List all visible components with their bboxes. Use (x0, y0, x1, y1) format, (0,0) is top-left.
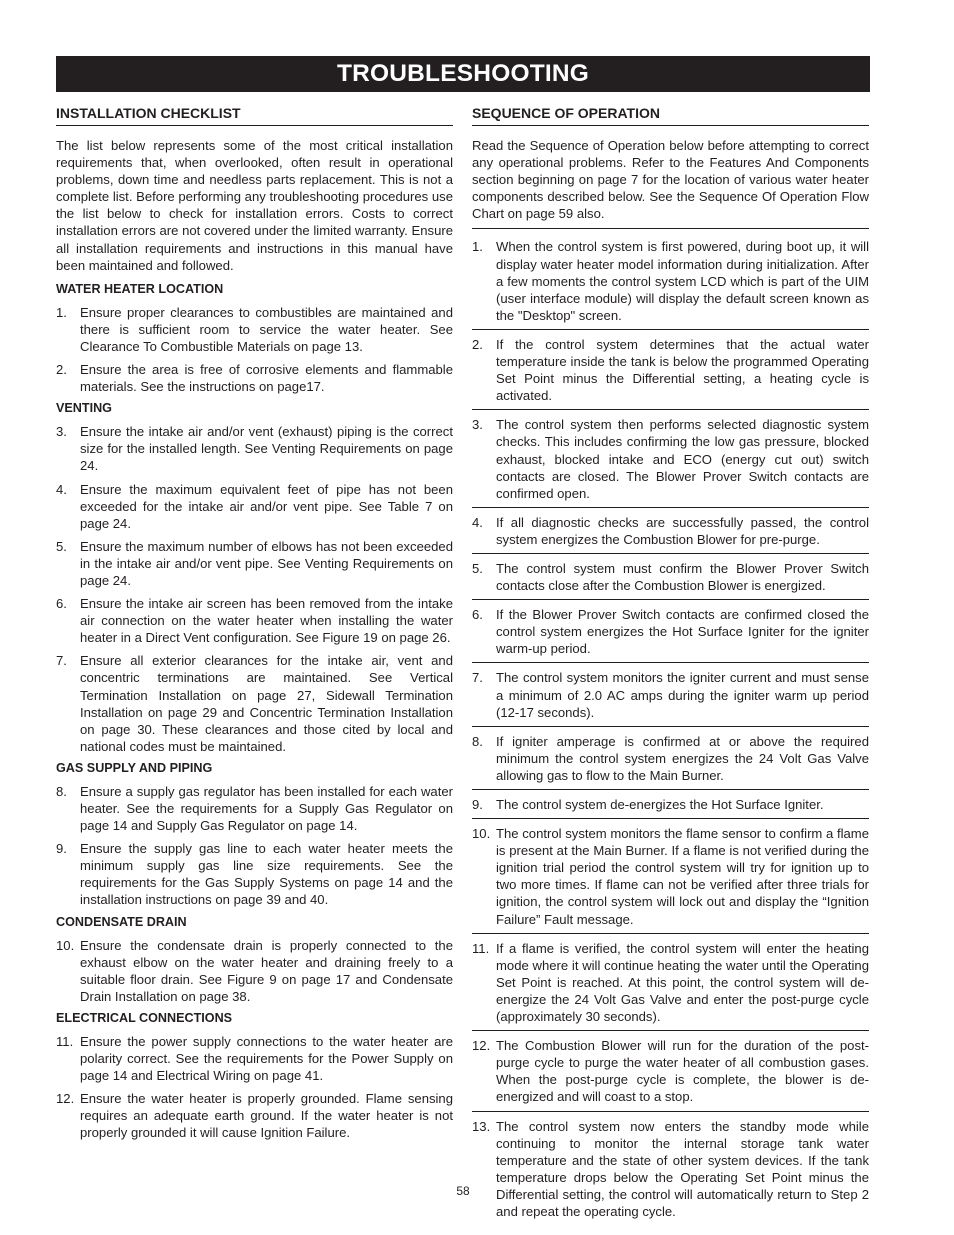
sequence-of-operation-heading: SEQUENCE OF OPERATION (472, 105, 869, 126)
list-item (56, 783, 453, 834)
list-item (472, 733, 869, 790)
item-text: The control system de-energizes the Hot Surface Igniter. (496, 797, 824, 812)
list-item (472, 336, 869, 410)
list-item (56, 840, 453, 908)
item-number: 8. (56, 783, 67, 799)
list-item (472, 940, 869, 1031)
item-number: 9. (472, 797, 483, 812)
list-item (56, 361, 453, 395)
sequence-of-operation-intro: Read the Sequence of Operation below before attempting to correct any operational problems. Refer to the Features And Components section beginning on page 7 for the location of various water heater components described below. See the Sequence Of Operation Flow Chart on page 59 also. (472, 137, 869, 229)
item-number: 1. (56, 304, 67, 320)
item-text: If the Blower Prover Switch contacts are confirmed closed the control system energizes the Hot Surface Igniter for the igniter warm-up period. (496, 607, 869, 657)
checklist-sections (56, 282, 453, 1142)
item-text: The Combustion Blower will run for the duration of the post-purge cycle to purge the water heater of all combustion gases. When the post-purge cycle is complete, the blower is de-energized and will coast to a stop. (496, 1038, 869, 1105)
installation-checklist-heading: INSTALLATION CHECKLIST (56, 105, 453, 126)
list-item (472, 1037, 869, 1111)
installation-checklist-column (56, 105, 453, 1148)
item-number: 3. (56, 424, 67, 440)
list-item (56, 481, 453, 532)
item-text: Ensure the intake air and/or vent (exhaust) piping is the correct size for the installed length. See Venting Requirements on page 24. (80, 424, 453, 474)
item-number: 3. (472, 417, 483, 433)
item-text: Ensure the maximum equivalent feet of pipe has not been exceeded for the intake air and/or vent pipe. See Table 7 on page 24. (80, 481, 453, 531)
item-number: 9. (56, 841, 67, 857)
item-number: 6. (472, 607, 483, 623)
list-item (56, 595, 453, 646)
subsection-heading: WATER HEATER LOCATION (56, 281, 224, 296)
list-item (56, 1090, 453, 1141)
item-number: 12. (472, 1038, 491, 1054)
item-number: 4. (56, 481, 67, 497)
installation-checklist-intro: The list below represents some of the most critical installation requirements that, when overlooked, often result in operational problems, down time and needless parts replacement. This is not a complete list. Before performing any troubleshooting procedures use the list below to check for installation errors. Costs to correct installation errors are not covered under the limited warranty. Ensure all installation requirements and instructions in this manual have been maintained and followed. (56, 138, 453, 273)
item-text: Ensure the area is free of corrosive elements and flammable materials. See the instructions on page17. (80, 362, 453, 395)
list-item (472, 796, 869, 819)
item-number: 7. (472, 670, 483, 686)
item-text: Ensure a supply gas regulator has been installed for each water heater. See the requirements for a Supply Gas Regulator on page 14 and Supply Gas Regulator on page 14. (80, 783, 453, 834)
item-text: Ensure all exterior clearances for the intake air, vent and concentric terminations are maintained. See Vertical Termination Installation on page 27, Sidewall Termination Installation on page 29 and Concentric Termination Installation on page 30. These clearances and those cited by local and national codes must be maintained. (80, 653, 453, 754)
subsection-heading: GAS SUPPLY AND PIPING (56, 760, 213, 775)
item-text: When the control system is first powered, during boot up, it will display water heater model information during initialization. After a few moments the control system LCD which is part of the UIM (user interface module) will display the default screen known as the "Desktop" screen. (496, 239, 869, 323)
subsection-heading: ELECTRICAL CONNECTIONS (56, 1010, 233, 1025)
item-text: If all diagnostic checks are successfully passed, the control system energizes the Combustion Blower for pre-purge. (496, 514, 869, 547)
sequence-steps (472, 238, 869, 1225)
item-number: 4. (472, 514, 483, 530)
item-number: 5. (56, 538, 67, 554)
item-number: 12. (56, 1091, 75, 1107)
item-number: 10. (472, 826, 491, 842)
item-text: The control system must confirm the Blower Prover Switch contacts close after the Combustion Blower is energized. (496, 560, 869, 594)
list-item (472, 416, 869, 507)
item-number: 10. (56, 937, 75, 953)
item-number: 2. (472, 336, 483, 352)
list-item (56, 652, 453, 755)
sequence-of-operation-column (472, 105, 869, 1231)
list-item (472, 514, 869, 554)
list-item (56, 1033, 453, 1084)
item-text: Ensure the intake air screen has been removed from the intake air connection on the water heater when installing the water heater in a Direct Vent configuration. See Figure 19 on page 26. (80, 596, 453, 646)
item-number: 11. (56, 1033, 74, 1049)
subsection-heading: VENTING (56, 401, 112, 416)
item-text: Ensure the maximum number of elbows has not been exceeded in the intake air and/or vent pipe. See Venting Requirements on page 24. (80, 538, 453, 588)
item-text: The control system monitors the flame sensor to confirm a flame is present at the Main Burner. If a flame is not verified during the ignition trial period the control system will try for ignition up to two more times. If flame can not be verified after three trials for ignition, the control system will lock out and display the “Ignition Failure” Fault message. (496, 826, 869, 927)
item-text: If the control system determines that the actual water temperature inside the tank is below the programmed Operating Set Point minus the Differential setting, a heating cycle is activated. (496, 336, 869, 404)
list-item (56, 423, 453, 474)
page-title: TROUBLESHOOTING (56, 56, 870, 92)
list-item (472, 560, 869, 600)
list-item (472, 1118, 869, 1226)
item-text: Ensure the supply gas line to each water heater meets the minimum supply gas line size requirements. See the requirements for the Gas Supply Systems on page 14 and the installation instructions on page 39 and 40. (80, 841, 453, 908)
item-number: 1. (472, 239, 483, 255)
item-text: Ensure the water heater is properly grounded. Flame sensing requires an adequate earth ground. If the water heater is not properly grounded it will cause Ignition Failure. (80, 1091, 453, 1141)
item-number: 5. (472, 560, 483, 576)
list-item (472, 238, 869, 329)
item-text: The control system then performs selected diagnostic system checks. This includes confirming the low gas pressure, blocked exhaust, blocked intake and ECO (energy cut out) switch contacts are closed. The Blower Prover Switch contacts are confirmed open. (496, 417, 869, 501)
item-text: If a flame is verified, the control system will enter the heating mode where it will continue heating the water until the Operating Set Point is reached. At this point, the control system will de-energize the 24 Volt Gas Valve and enter the post-purge cycle (approximately 30 seconds). (496, 940, 869, 1025)
item-number: 8. (472, 733, 483, 749)
item-number: 6. (56, 596, 67, 612)
list-item (472, 669, 869, 726)
list-item (56, 304, 453, 355)
item-text: If igniter amperage is confirmed at or above the required minimum the control system energizes the 24 Volt Gas Valve allowing gas to flow to the Main Burner. (496, 733, 869, 783)
item-number: 7. (56, 653, 67, 669)
list-item (56, 937, 453, 1005)
item-text: Ensure the power supply connections to the water heater are polarity correct. See the requirements for the Power Supply on page 14 and Electrical Wiring on page 41. (80, 1033, 453, 1084)
subsection-heading: CONDENSATE DRAIN (56, 914, 187, 929)
list-item (472, 606, 869, 663)
item-text: Ensure the condensate drain is properly connected to the exhaust elbow on the water heater and draining freely to a suitable floor drain. See Figure 9 on page 17 and Condensate Drain Installation on page 38. (80, 937, 453, 1004)
page-number: 58 (456, 1184, 470, 1198)
list-item (472, 825, 869, 934)
list-item (56, 538, 453, 589)
item-number: 11. (472, 940, 490, 956)
item-text: The control system monitors the igniter current and must sense a minimum of 2.0 AC amps during the igniter warm up period (12-17 seconds). (496, 670, 869, 720)
item-number: 2. (56, 362, 67, 378)
item-text: The control system now enters the standby mode while continuing to monitor the internal storage tank water temperature and the state of other system devices. If the tank temperature drops below the Operating Set Point minus the Differential setting, the control will automatically return to Step 2 and repeat the operating cycle. (496, 1118, 869, 1219)
item-number: 13. (472, 1118, 491, 1134)
item-text: Ensure proper clearances to combustibles are maintained and there is sufficient room to service the water heater. See Clearance To Combustible Materials on page 13. (80, 304, 453, 354)
